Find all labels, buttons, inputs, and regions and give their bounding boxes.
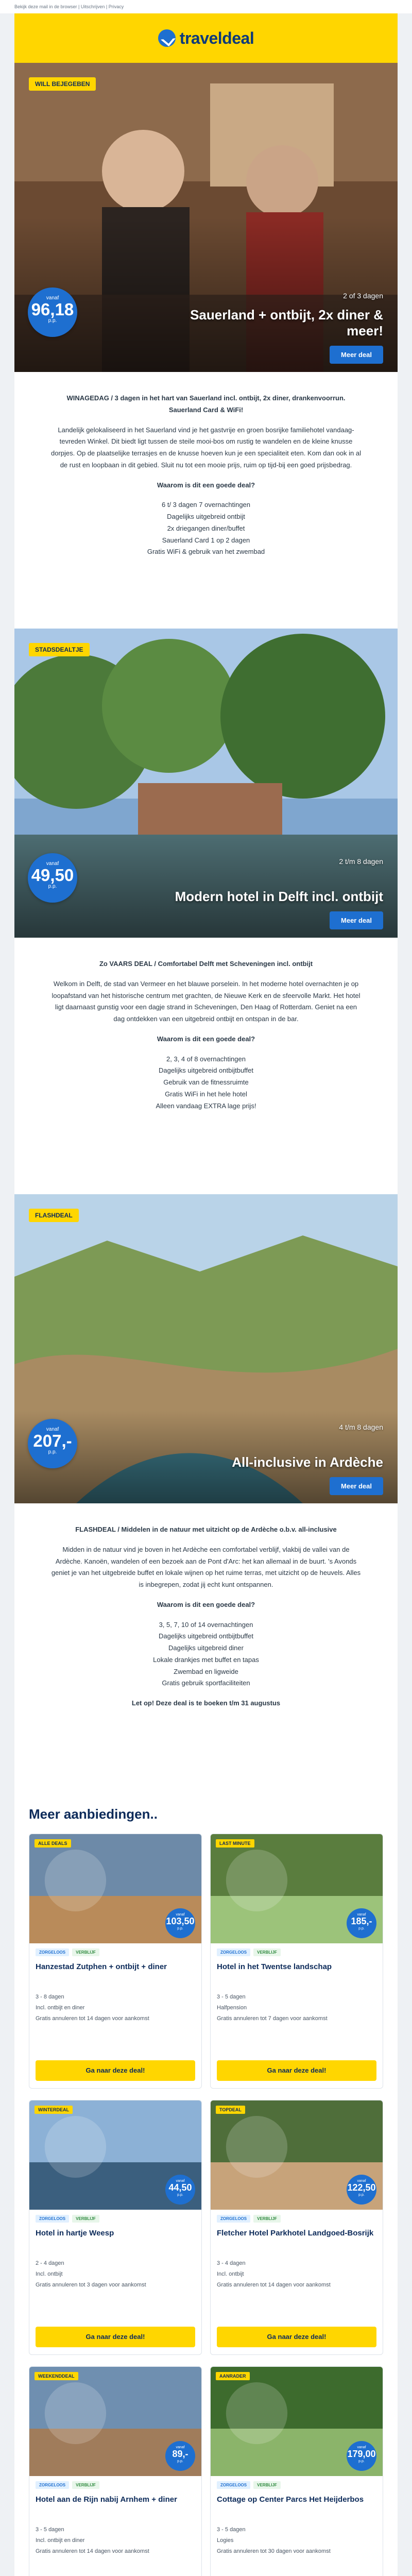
deal-bullet: Dagelijks uitgebreid diner [168,1644,244,1652]
deal-note: Let op! Deze deal is te boeken t/m 31 augustus [131,1699,281,1707]
deal-bullet: Gratis WiFi in het hele hotel [165,1090,247,1098]
price-value: 44,50 [168,2182,192,2193]
deal-card-cancellation: Gratis annuleren tot 14 dagen voor aankomst [217,2281,331,2288]
price-suffix: p.p. [358,2193,365,2197]
deal-bullet: Sauerland Card 1 op 2 dagen [162,536,250,544]
deal-description [14,938,398,1194]
price-suffix: p.p. [48,884,57,889]
deal-card-badges [36,2481,99,2489]
deal-card-meta [36,1992,196,2024]
deal-card-duration: 3 - 5 dagen [36,2527,64,2533]
email-header [14,13,398,63]
price-prefix: vanaf [357,2179,366,2183]
deal-card-title[interactable]: Hotel in hartje Weesp [36,2229,114,2238]
deal-bullet: 2, 3, 4 of 8 overnachtingen [166,1055,246,1063]
price-suffix: p.p. [358,1927,365,1930]
deal-card-cancellation: Gratis annuleren tot 7 dagen voor aankomst [217,2015,328,2022]
price-suffix: p.p. [48,1449,57,1455]
price-value: 89,- [172,2449,188,2459]
badge-stay: VERBLIJF [72,1948,99,1956]
badge-carefree: ZORGELOOS [217,2215,250,2223]
deal-card-title[interactable]: Fletcher Hotel Parkhotel Landgoed-Bosrijk [217,2229,374,2238]
price-prefix: vanaf [46,1427,59,1432]
more-deals-heading: Meer aanbiedingen.. [29,1806,158,1822]
price-prefix: vanaf [176,2179,185,2183]
deal-card-tag: WEEKENDDEAL [35,2372,78,2380]
deal-card-duration: 2 - 4 dagen [36,2260,64,2266]
deal-card-tag: WINTERDEAL [35,2106,73,2114]
hero-deal-ardeche[interactable] [14,1194,398,1503]
deal-card-board: Incl. ontbijt en diner [36,2004,85,2011]
price-value: 179,00 [347,2449,376,2459]
deal-card-price [347,1908,376,1938]
deal-title: All-inclusive in Ardèche [232,1454,383,1470]
deal-card-badges [217,2215,281,2223]
deal-card-meta [36,2258,196,2291]
deal-card-badges [217,2481,281,2489]
brand-name: traveldeal [179,28,254,47]
deal-card-meta [217,2524,377,2557]
deal-card-meta [217,2258,377,2291]
deal-body: Midden in de natuur vind je boven in het Ardèche een comfortabel verblijf, vlakbij de vallei van de Ardèche. Kanoën, wandelen of een bezoek aan de Pont d'Arc: het kan allemaal in de buurt. 's Avonds geniet je van het uitgebreide buffet en lokale wijnen op het ruime terras, met uitzicht op de heuvels. Alles is inbegrepen, zodat jij echt kunt ontspannen. [51,1545,361,1588]
deal-card-duration: 3 - 4 dagen [217,2260,246,2266]
price-suffix: p.p. [177,2193,183,2197]
deal-bullet: Zwembad en ligweide [174,1667,238,1675]
price-suffix: p.p. [177,2460,183,2463]
deal-duration: 2 t/m 8 dagen [339,857,383,866]
deal-bullet: 2x driegangen diner/buffet [167,524,245,532]
price-prefix: vanaf [176,2446,185,2449]
price-prefix: vanaf [176,1913,185,1917]
deal-card[interactable] [210,2366,383,2576]
deal-bullet: Lokale drankjes met buffet en tapas [153,1655,259,1664]
deal-flag: STADSDEALTJE [29,643,90,656]
deal-bullet: Alleen vandaag EXTRA lage prijs! [156,1101,256,1110]
deal-description [14,372,398,629]
price-prefix: vanaf [357,2446,366,2449]
deal-card-button[interactable]: Ga naar deze deal! [217,2060,376,2081]
badge-stay: VERBLIJF [253,2481,281,2489]
hero-deal-sauerland[interactable] [14,63,398,372]
deal-card-duration: 3 - 5 dagen [217,1994,246,2000]
deal-card-badges [36,1948,99,1956]
deal-card-board: Incl. ontbijt en diner [36,2537,85,2544]
deal-card-title[interactable]: Hanzestad Zutphen + ontbijt + diner [36,1962,167,1971]
deal-card[interactable] [210,2100,383,2355]
deal-card-board: Logies [217,2537,234,2544]
deal-lead: Zo VAARS DEAL / Comfortabel Delft met Scheveningen incl. ontbijt [99,960,313,968]
deal-card-board: Incl. ontbijt [217,2270,244,2277]
deal-card-cancellation: Gratis annuleren tot 3 dagen voor aankomst [36,2281,146,2288]
deal-card-price [165,1908,195,1938]
badge-carefree: ZORGELOOS [217,1948,250,1956]
deal-card[interactable] [29,1834,202,2089]
deal-flag: WILL BEJEGEBEN [29,77,96,91]
deal-card-badges [217,1948,281,1956]
deal-card-button[interactable]: Ga naar deze deal! [36,2327,195,2347]
badge-stay: VERBLIJF [253,1948,281,1956]
deal-bullet: Gratis gebruik sportfaciliteiten [162,1679,250,1687]
brand-logo[interactable] [158,29,254,48]
deal-card-cancellation: Gratis annuleren tot 30 dagen voor aankomst [217,2548,331,2554]
email-body [14,13,398,2576]
deal-bullet: 6 t/ 3 dagen 7 overnachtingen [161,501,251,509]
deal-card-grid [29,1834,383,2576]
price-suffix: p.p. [48,318,57,324]
badge-stay: VERBLIJF [253,2215,281,2223]
deal-card-tag: AANRADER [216,2372,250,2380]
deal-card-price [347,2175,376,2205]
deal-bullet: Gebruik van de fitnessruimte [163,1078,249,1086]
preheader[interactable]: Bekijk deze mail in de browser | Uitschrijven | Privacy [0,0,412,13]
deal-bullet: Dagelijks uitgebreid ontbijtbuffet [158,1066,254,1075]
deal-card-button[interactable]: Ga naar deze deal! [36,2060,195,2081]
deal-bullet: 3, 5, 7, 10 of 14 overnachtingen [159,1620,253,1629]
deal-duration: 4 t/m 8 dagen [339,1423,383,1431]
deal-card-duration: 3 - 8 dagen [36,1994,64,2000]
price-value: 185,- [351,1916,372,1926]
deal-bullet: Dagelijks uitgebreid ontbijtbuffet [158,1632,254,1640]
deal-body: Welkom in Delft, de stad van Vermeer en het blauwe porselein. In het moderne hotel overnachten je op loopafstand van het historische centrum met grachten, de Nieuwe Kerk en de sfeervolle Markt. Het hotel ligt daarnaast gunstig voor een dagje strand in Scheveningen, Den Haag of Rotterdam. Geniet na een dag ontdekken van een uitgebreid ontbijt en ontspan in de bar. [52,979,360,1023]
price-value: 49,50 [31,866,74,885]
deal-card-title[interactable]: Hotel aan de Rijn nabij Arnhem + diner [36,2495,177,2504]
deal-card-tag: ALLE DEALS [35,1839,71,1848]
price-suffix: p.p. [177,1927,183,1930]
deal-card-meta [36,2524,196,2557]
deal-card-tag: TOPDEAL [216,2106,245,2114]
deal-card-tag: LAST MINUTE [216,1839,254,1848]
deal-card-price [347,2441,376,2471]
deal-duration: 2 of 3 dagen [343,292,383,300]
deal-card-price [165,2175,195,2205]
badge-stay: VERBLIJF [72,2481,99,2489]
badge-carefree: ZORGELOOS [217,2481,250,2489]
logo-icon [158,29,176,47]
price-prefix: vanaf [46,295,59,301]
more-deals-section [14,1792,398,2576]
deal-bullet: Gratis WiFi & gebruik van het zwembad [147,548,265,556]
deal-why-heading: Waarom is dit een goede deal? [157,1600,255,1608]
deal-card[interactable] [210,1834,383,2089]
deal-title: Sauerland + ontbijt, 2x diner & meer! [190,307,383,338]
price-value: 96,18 [31,300,74,319]
deal-cta-button[interactable]: Meer deal [330,346,383,364]
price-value: 207,- [33,1431,72,1450]
price-value: 103,50 [166,1916,195,1926]
price-bubble [28,853,77,903]
badge-carefree: ZORGELOOS [36,2481,69,2489]
deal-card-meta [217,1992,377,2024]
deal-lead: FLASHDEAL / Middelen in de natuur met uitzicht op de Ardèche o.b.v. all-inclusive [75,1526,337,1533]
deal-bullet: Dagelijks uitgebreid ontbijt [167,513,245,520]
deal-cta-button[interactable]: Meer deal [330,1477,383,1495]
deal-why-heading: Waarom is dit een goede deal? [157,481,255,489]
deal-card-board: Halfpension [217,2004,247,2011]
deal-card-badges [36,2215,99,2223]
deal-card[interactable] [29,2366,202,2576]
deal-card[interactable] [29,2100,202,2355]
price-bubble [28,1419,77,1468]
deal-card-board: Incl. ontbijt [36,2270,63,2277]
deal-card-price [165,2441,195,2471]
hero-deal-delft[interactable] [14,629,398,938]
deal-card-title[interactable]: Hotel in het Twentse landschap [217,1962,332,1971]
deal-card-title[interactable]: Cottage op Center Parcs Het Heijderbos [217,2495,364,2504]
price-bubble [28,287,77,337]
price-prefix: vanaf [357,1913,366,1917]
deal-title: Modern hotel in Delft incl. ontbijt [175,888,383,904]
deal-card-duration: 3 - 5 dagen [217,2527,246,2533]
deal-cta-button[interactable]: Meer deal [330,911,383,929]
deal-description [14,1503,398,1792]
badge-carefree: ZORGELOOS [36,1948,69,1956]
deal-flag: FLASHDEAL [29,1209,79,1222]
price-value: 122,50 [347,2182,376,2193]
deal-card-button[interactable]: Ga naar deze deal! [217,2327,376,2347]
deal-body: Landelijk gelokaliseerd in het Sauerland vind je het gastvrije en groen bosrijke familiehotel vandaag-tevreden Winkel. Dit biedt ligt tussen de steile mooi-bos om rustig te wandelen en de kleine knusse dorpjes. Op de plaatselijke terrasjes en de knusse hoeven kun je een specialiteit eten. Kom dan ook in al de rust en loopbaan in dit gebied. Sluit nu tot een mooie prijs, ruim op tijd-bij een goed prijsbedrag. [51,426,361,469]
price-prefix: vanaf [46,861,59,867]
deal-lead: WINAGEDAG / 3 dagen in het hart van Sauerland incl. ontbijt, 2x diner, drankenvoorrun. Sauerland Card & WiFi! [66,394,346,414]
deal-card-cancellation: Gratis annuleren tot 14 dagen voor aankomst [36,2548,149,2554]
badge-carefree: ZORGELOOS [36,2215,69,2223]
badge-stay: VERBLIJF [72,2215,99,2223]
price-suffix: p.p. [358,2460,365,2463]
deal-card-cancellation: Gratis annuleren tot 14 dagen voor aankomst [36,2015,149,2022]
deal-why-heading: Waarom is dit een goede deal? [157,1035,255,1043]
